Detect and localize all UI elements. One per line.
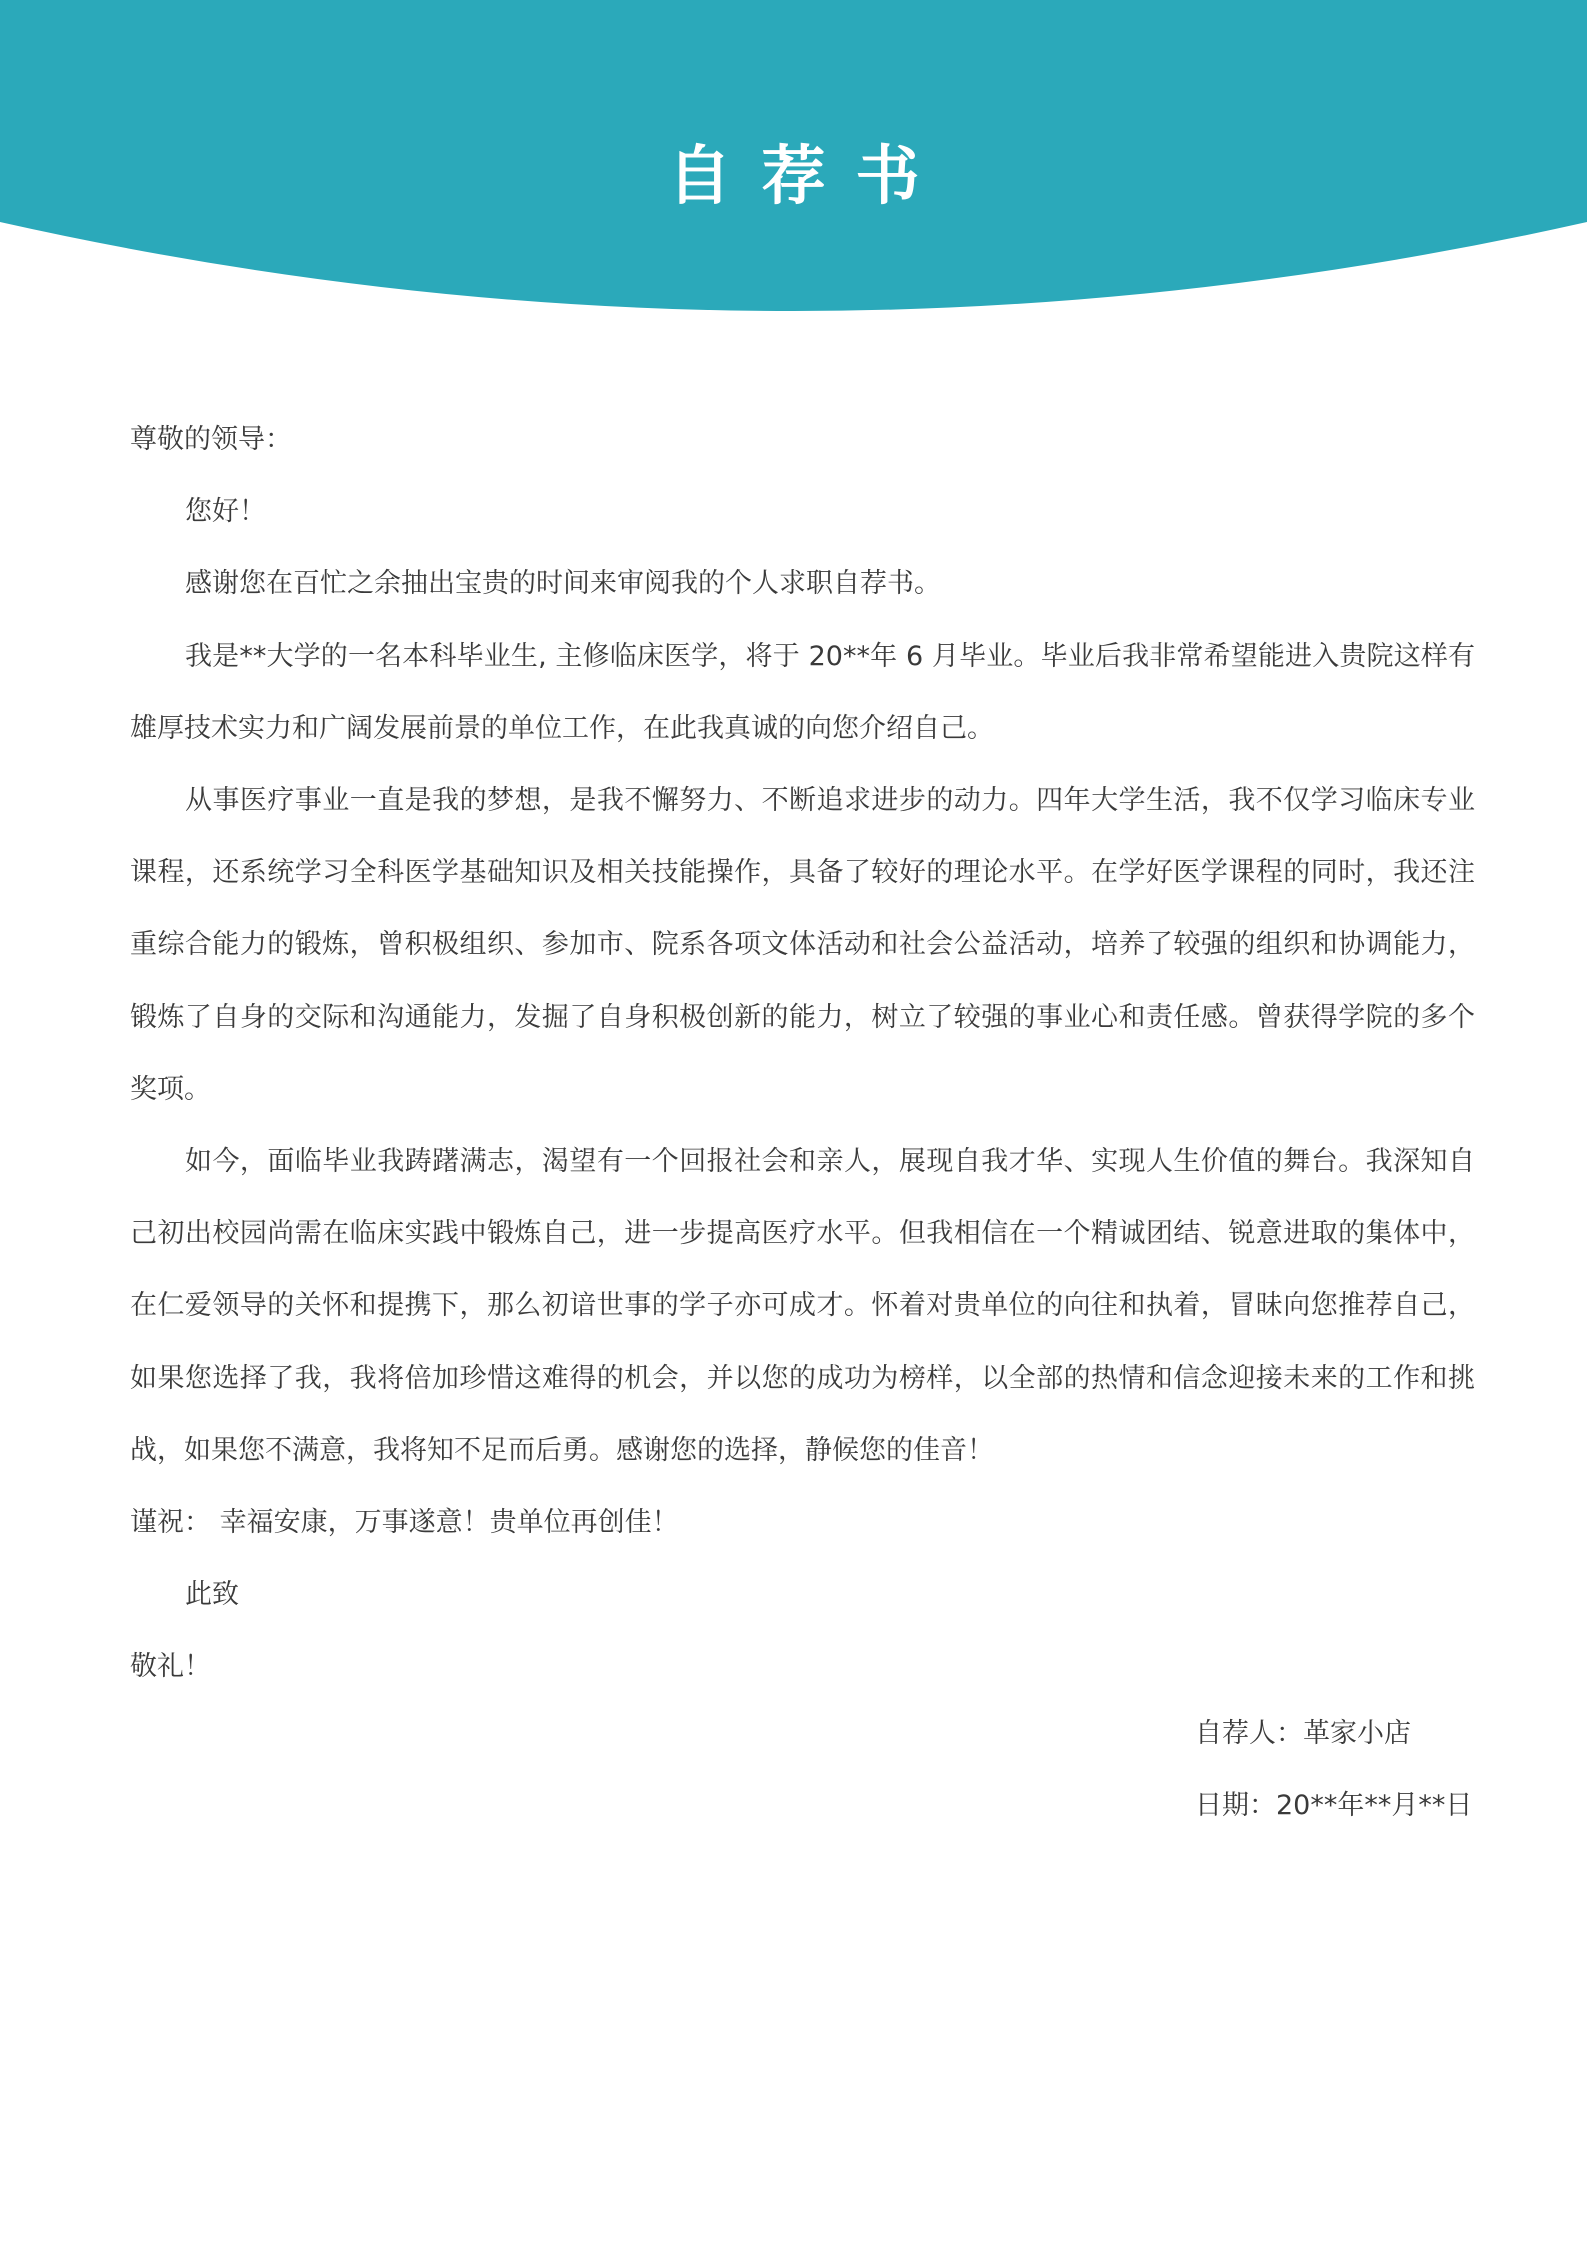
paragraph-aspiration: 如今，面临毕业我踌躇满志，渴望有一个回报社会和亲人，展现自我才华、实现人生价值的舞台。我深知自己初出校园尚需在临床实践中锻炼自己，进一步提高医疗水平。但我相信在一个精诚团结、锐意进取的集体中，在仁爱领导的关怀和提携下，那么初谙世事的学子亦可成才。怀着对贵单位的向往和执着，冒昧向您推荐自己，如果您选择了我，我将倍加珍惜这难得的机会，并以您的成功为榜样，以全部的热情和信念迎接未来的工作和挑战，如果您不满意，我将知不足而后勇。感谢您的选择，静候您的佳音！ xyxy=(130,1146,1475,1466)
greeting: 您好！ xyxy=(185,496,266,528)
salutation: 尊敬的领导： xyxy=(130,424,292,455)
respect-line: 敬礼！ xyxy=(130,1651,211,1683)
paragraph-thanks: 感谢您在百忙之余抽出宝贵的时间来审阅我的个人求职自荐书。 xyxy=(185,568,941,600)
paragraph-experience: 从事医疗事业一直是我的梦想，是我不懈努力、不断追求进步的动力。四年大学生活，我不仅学习临床专业课程，还系统学习全科医学基础知识及相关技能操作，具备了较好的理论水平。在学好医学课程的同时，我还注重综合能力的锻炼，曾积极组织、参加市、院系各项文体活动和社会公益活动，培养了较强的组织和协调能力，锻炼了自身的交际和沟通能力，发掘了自身积极创新的能力，树立了较强的事业心和责任感。曾获得学院的多个奖项。 xyxy=(130,785,1475,1105)
paragraph-intro: 我是**大学的一名本科毕业生, 主修临床医学，将于 20**年 6 月毕业。毕业后我非常希望能进入贵院这样有雄厚技术实力和广阔发展前景的单位工作，在此我真诚的向您介绍自己。 xyxy=(130,640,1475,744)
signature-block xyxy=(1195,1698,1472,1842)
closing-line: 此致 xyxy=(185,1579,239,1611)
signature-line: 自荐人：革家小店 xyxy=(1195,1718,1411,1749)
date-line: 日期：20**年**月**日 xyxy=(1195,1790,1473,1822)
page-title: 自荐书 xyxy=(667,140,950,214)
letter-body xyxy=(130,404,1475,1704)
wishes-line: 谨祝： 幸福安康，万事遂意！贵单位再创佳！ xyxy=(130,1507,679,1539)
